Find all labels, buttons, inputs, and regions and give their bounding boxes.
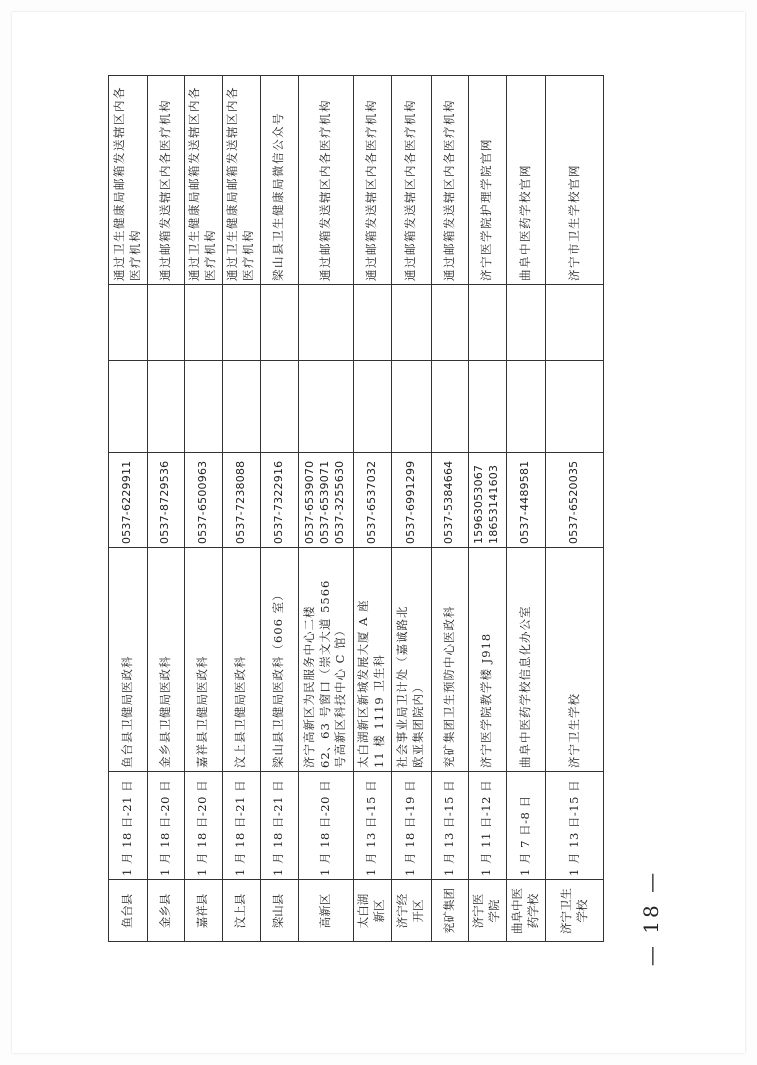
cell-place: 汶上县卫健局医政科 xyxy=(233,655,248,768)
cell-empty xyxy=(545,361,604,453)
cell-date: 1 月 11 日-12 日 xyxy=(479,779,494,876)
table-row xyxy=(468,75,507,942)
cell-empty xyxy=(468,361,506,453)
cell-empty xyxy=(468,285,506,361)
cell-phone: 0537-7238088 xyxy=(233,460,247,544)
cell-date: 1 月 18 日-20 日 xyxy=(317,779,332,876)
cell-phone: 0537-6539070 0537-6539071 0537-3255630 xyxy=(303,460,346,544)
cell-method: 曲阜中医药学校官网 xyxy=(517,164,532,281)
cell-empty xyxy=(108,361,147,453)
table-row xyxy=(184,75,223,942)
table-row xyxy=(260,75,299,942)
cell-method: 通过邮箱发送辖区内各医疗机构 xyxy=(441,99,456,281)
cell-method: 通过邮箱发送辖区内各医疗机构 xyxy=(403,99,418,281)
cell-empty xyxy=(353,361,391,453)
cell-phone: 0537-8729536 xyxy=(158,460,172,544)
cell-date: 1 月 18 日-21 日 xyxy=(233,779,248,876)
column-divider xyxy=(108,284,604,285)
table-row xyxy=(147,75,185,942)
cell-phone: 0537-6500963 xyxy=(195,460,209,544)
cell-method: 济宁市卫生学校官网 xyxy=(566,164,581,281)
registration-table xyxy=(108,75,604,942)
cell-phone: 0537-5384664 xyxy=(442,460,456,544)
table-row xyxy=(222,75,261,942)
cell-phone: 0537-6520035 xyxy=(567,460,581,544)
cell-method: 通过邮箱发送辖区内各医疗机构 xyxy=(364,99,379,281)
cell-empty xyxy=(222,361,260,453)
cell-date: 1 月 13 日-15 日 xyxy=(566,779,581,876)
cell-date: 1 月 18 日-21 日 xyxy=(119,779,134,876)
cell-place: 济宁医学院教学楼 J918 xyxy=(479,632,494,768)
column-divider xyxy=(108,771,604,772)
cell-place: 社会事业局卫计处（嘉诚路北 欧亚集团院内） xyxy=(395,605,425,768)
page-footer xyxy=(636,853,666,983)
cell-empty xyxy=(260,285,298,361)
cell-empty xyxy=(147,361,184,453)
cell-region: 鱼台县 xyxy=(119,893,134,929)
cell-place: 梁山县卫健局医政科（606 室） xyxy=(271,588,286,768)
table-row xyxy=(298,75,354,942)
cell-place: 鱼台县卫健局医政科 xyxy=(119,655,134,768)
cell-empty xyxy=(391,361,431,453)
cell-empty xyxy=(260,361,298,453)
cell-region: 梁山县 xyxy=(271,893,286,929)
column-divider xyxy=(108,547,604,548)
table-row xyxy=(545,75,604,942)
cell-empty xyxy=(147,285,184,361)
cell-region: 金乡县 xyxy=(157,893,172,929)
cell-place: 济宁高新区为民服务中心二楼 62、63 号窗口（崇文大道 5566 号高新区科技中心 C 馆） xyxy=(302,579,348,768)
cell-place: 济宁卫生学校 xyxy=(566,693,581,768)
table-row xyxy=(431,75,469,942)
cell-empty xyxy=(184,361,222,453)
cell-date: 1 月 18 日-21 日 xyxy=(271,779,286,876)
cell-method: 通过卫生健康局邮箱发送辖区内各医疗机构 xyxy=(111,86,142,281)
cell-phone: 0537-6991299 xyxy=(403,460,417,544)
cell-phone: 0537-4489581 xyxy=(518,460,532,544)
cell-phone: 0537-6229911 xyxy=(120,460,134,544)
table-row xyxy=(108,75,148,942)
cell-place: 曲阜中医药学校信息化办公室 xyxy=(517,605,532,768)
column-divider xyxy=(108,879,604,880)
cell-phone: 0537-6537032 xyxy=(364,460,378,544)
cell-empty xyxy=(506,285,545,361)
cell-region: 曲阜中医 药学校 xyxy=(509,888,540,934)
cell-method: 济宁医学院护理学院官网 xyxy=(479,138,494,281)
cell-date: 1 月 13 日-15 日 xyxy=(441,779,456,876)
cell-method: 通过邮箱发送辖区内各医疗机构 xyxy=(157,99,172,281)
cell-phone: 15963053067 18653141603 xyxy=(472,464,500,544)
cell-method: 通过邮箱发送辖区内各医疗机构 xyxy=(317,99,332,281)
cell-region: 兖矿集团 xyxy=(441,888,456,934)
cell-empty xyxy=(545,285,604,361)
table-row xyxy=(506,75,546,942)
cell-empty xyxy=(298,361,353,453)
cell-region: 汶上县 xyxy=(233,893,248,929)
table-row xyxy=(391,75,432,942)
cell-empty xyxy=(222,285,260,361)
table-row xyxy=(353,75,392,942)
cell-date: 1 月 18 日-20 日 xyxy=(195,779,210,876)
cell-region: 高新区 xyxy=(317,893,332,929)
cell-date: 1 月 7 日-8 日 xyxy=(517,795,532,876)
cell-empty xyxy=(391,285,431,361)
cell-date: 1 月 13 日-15 日 xyxy=(364,779,379,876)
cell-method: 通过卫生健康局邮箱发送辖区内各医疗机构 xyxy=(187,86,217,281)
column-divider xyxy=(108,360,604,361)
cell-region: 太白湖 新区 xyxy=(356,893,386,929)
cell-empty xyxy=(298,285,353,361)
cell-place: 兖矿集团卫生预防中心医政科 xyxy=(441,605,456,768)
cell-date: 1 月 18 日-20 日 xyxy=(157,779,172,876)
cell-place: 嘉祥县卫健局医政科 xyxy=(195,655,210,768)
cell-empty xyxy=(431,285,468,361)
cell-date: 1 月 18 日-19 日 xyxy=(403,779,418,876)
cell-empty xyxy=(506,361,545,453)
column-divider xyxy=(108,452,604,453)
cell-phone: 0537-7322916 xyxy=(271,460,285,544)
cell-empty xyxy=(431,361,468,453)
cell-method: 通过卫生健康局邮箱发送辖区内各医疗机构 xyxy=(225,86,255,281)
cell-region: 济宁经 开区 xyxy=(395,893,425,929)
cell-empty xyxy=(353,285,391,361)
cell-region: 嘉祥县 xyxy=(195,893,210,929)
cell-empty xyxy=(184,285,222,361)
cell-place: 太白湖新区新城发展大厦 A 座 11 楼 1119 卫生科 xyxy=(356,599,386,768)
page-number: — 18 — xyxy=(639,869,664,967)
cell-method: 梁山县卫生健康局微信公众号 xyxy=(271,112,286,281)
cell-region: 济宁医 学院 xyxy=(471,893,501,929)
cell-place: 金乡县卫健局医政科 xyxy=(157,655,172,768)
cell-region: 济宁卫生 学校 xyxy=(558,888,589,934)
cell-empty xyxy=(108,285,147,361)
